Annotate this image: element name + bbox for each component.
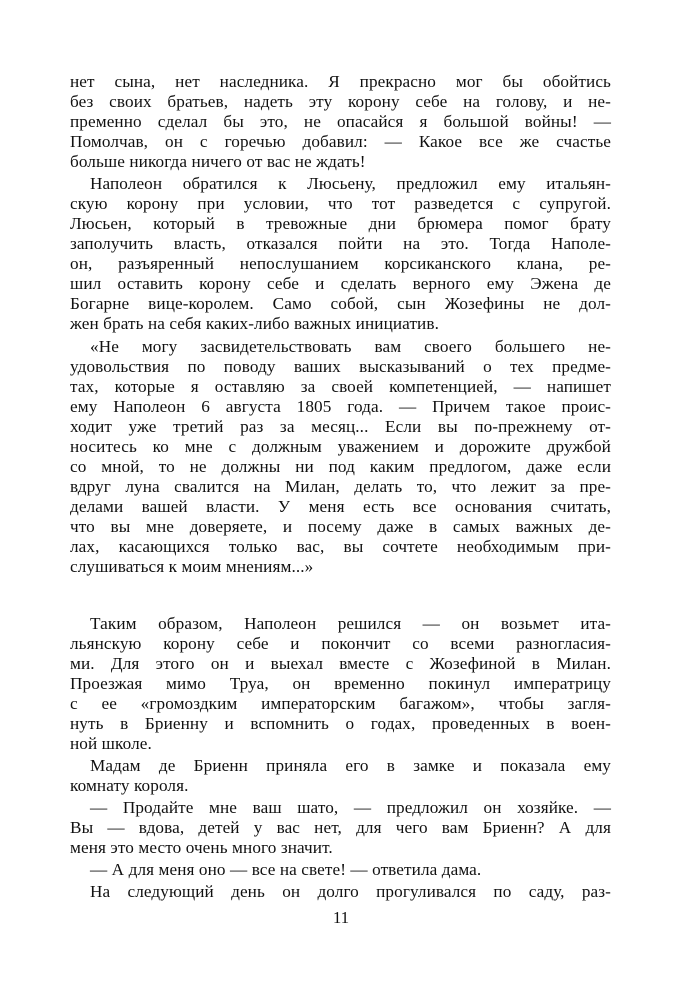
text-line: комнату короля. bbox=[70, 776, 189, 795]
text-line: лах, касающихся только вас, вы сочтете необходимым при- bbox=[70, 537, 611, 556]
text-line: Люсьен, который в тревожные дни брюмера помог брату bbox=[70, 214, 611, 233]
text-line: ми. Для этого он и выехал вместе с Жозефиной в Милан. bbox=[70, 654, 611, 673]
text-line: вдруг луна свалится на Милан, делать то, что лежит за пре- bbox=[70, 477, 611, 496]
text-line: Наполеон обратился к Люсьену, предложил ему итальян- bbox=[90, 174, 611, 193]
text-line: — Продайте мне ваш шато, — предложил он хозяйке. — bbox=[90, 798, 611, 817]
text-line: Богарне вице-королем. Само собой, сын Жозефины не дол- bbox=[70, 294, 611, 313]
text-line: ему Наполеон 6 августа 1805 года. — Причем такое проис- bbox=[70, 397, 611, 416]
text-line: со мной, то не должны ни под каким предлогом, даже если bbox=[70, 457, 611, 476]
text-line: слушиваться к моим мнениям...» bbox=[70, 557, 314, 576]
text-line: с ее «громоздким императорским багажом», чтобы загля- bbox=[70, 694, 611, 713]
text-line: Помолчав, он с горечью добавил: — Какое все же счастье bbox=[70, 132, 611, 151]
page-number: 11 bbox=[332, 908, 350, 927]
text-line: тах, которые я оставляю за своей компетенцией, — напишет bbox=[70, 377, 611, 396]
text-line: ной школе. bbox=[70, 734, 152, 753]
text-line: льянскую корону себе и покончит со всеми разногласия- bbox=[70, 634, 611, 653]
text-line: жен брать на себя каких-либо важных инициатив. bbox=[70, 314, 439, 333]
text-line: шил оставить корону себе и сделать верного ему Эжена де bbox=[70, 274, 611, 293]
text-line: На следующий день он долго прогуливался по саду, раз- bbox=[90, 882, 611, 901]
text-line: он, разъяренный непослушанием корсиканского клана, ре- bbox=[70, 254, 611, 273]
text-line: делами вашей власти. У меня есть все основания считать, bbox=[70, 497, 611, 516]
text-line: носитесь ко мне с должным уважением и дорожите дружбой bbox=[70, 437, 611, 456]
text-line: Таким образом, Наполеон решился — он возьмет ита- bbox=[90, 614, 611, 633]
text-line: что вы мне доверяете, и посему даже в самых важных де- bbox=[70, 517, 611, 536]
text-line: Мадам де Бриенн приняла его в замке и показала ему bbox=[90, 756, 611, 775]
text-line: пременно сделал бы это, не опасайся я большой войны! — bbox=[70, 112, 611, 131]
text-line: ходит уже третий раз за месяц... Если вы по-прежнему от- bbox=[70, 417, 611, 436]
text-line: больше никогда ничего от вас не ждать! bbox=[70, 152, 366, 171]
text-line: удовольствия по поводу ваших высказываний о тех предме- bbox=[70, 357, 611, 376]
text-line: — А для меня оно — все на свете! — ответила дама. bbox=[90, 860, 482, 879]
text-line: меня это место очень много значит. bbox=[70, 838, 333, 857]
text-line: нет сына, нет наследника. Я прекрасно мог бы обойтись bbox=[70, 72, 611, 91]
text-line: «Не могу засвидетельствовать вам своего большего не- bbox=[90, 337, 611, 356]
text-line: скую корону при условии, что тот разведется с супругой. bbox=[70, 194, 611, 213]
text-line: без своих братьев, надеть эту корону себе на голову, и не- bbox=[70, 92, 611, 111]
text-line: Проезжая мимо Труа, он временно покинул императрицу bbox=[70, 674, 611, 693]
text-line: нуть в Бриенну и вспомнить о годах, проведенных в воен- bbox=[70, 714, 611, 733]
text-line: Вы — вдова, детей у вас нет, для чего вам Бриенн? А для bbox=[70, 818, 611, 837]
text-line: заполучить власть, отказался пойти на это. Тогда Наполе- bbox=[70, 234, 611, 253]
